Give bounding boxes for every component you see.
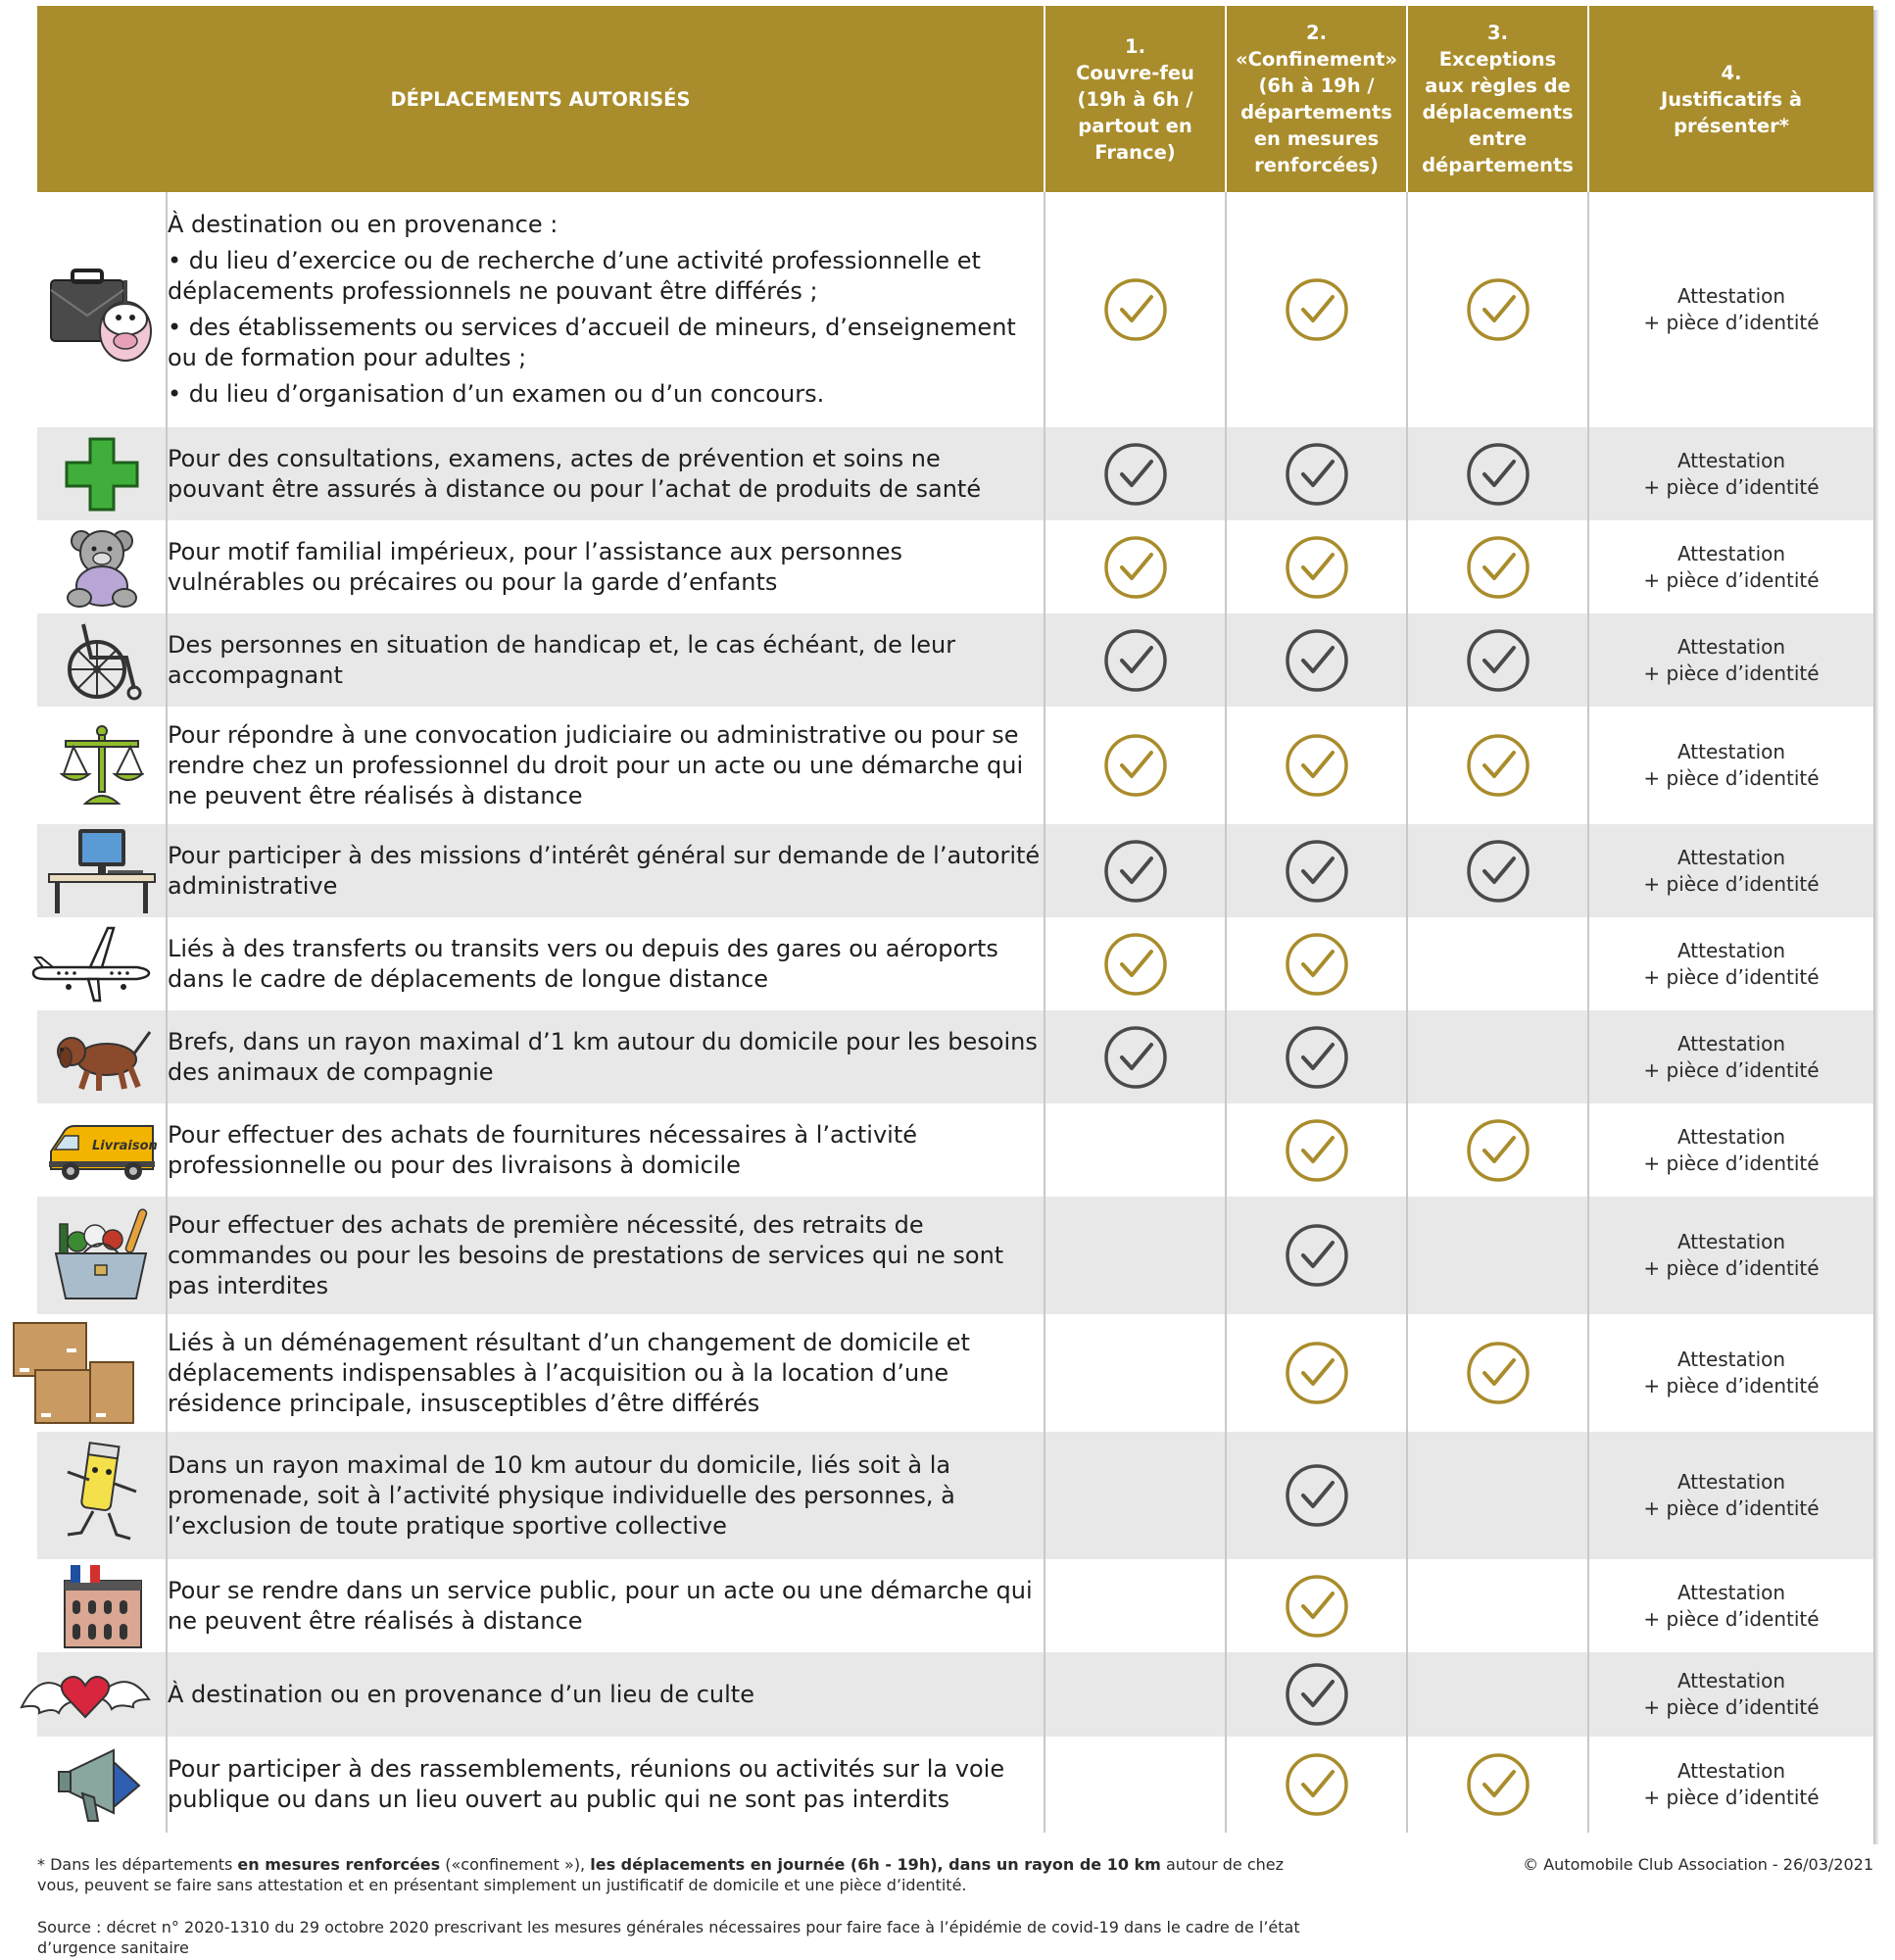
briefcase-backpack-icon <box>43 251 161 368</box>
row-description: Des personnes en situation de handicap et, le cas échéant, de leur accompagnant <box>167 613 1045 707</box>
checkmark-icon <box>1285 839 1349 904</box>
documents-cell <box>1588 1432 1873 1559</box>
check-cell-col1 <box>1045 427 1226 520</box>
check-cell-col3 <box>1407 824 1588 917</box>
header-col-curfew <box>1045 6 1226 192</box>
documents-line-1: Attestation <box>1676 541 1786 565</box>
table-row <box>37 707 1873 824</box>
check-cell-col2 <box>1226 1737 1407 1833</box>
table-row <box>37 1737 1873 1833</box>
check-cell-col1 <box>1045 1432 1226 1559</box>
documents-line-2: + pièce d’identité <box>1643 311 1820 334</box>
row-description: Pour se rendre dans un service public, pour un acte ou une démarche qui ne peuvent être réalisés à distance <box>167 1559 1045 1652</box>
row-icon-cell <box>37 917 167 1010</box>
row-icon-cell <box>37 427 167 520</box>
check-cell-col1 <box>1045 192 1226 427</box>
row-description: Liés à un déménagement résultant d’un changement de domicile et déplacements indispensables à l’acquisition ou à la location d’une résidence principale, insusceptibles d’être différés <box>167 1314 1045 1432</box>
check-cell-col2 <box>1226 1010 1407 1103</box>
checkmark-icon <box>1103 839 1168 904</box>
check-cell-col1 <box>1045 1652 1226 1737</box>
check-cell-col2 <box>1226 613 1407 707</box>
check-cell-col3 <box>1407 192 1588 427</box>
row-icon-cell <box>37 613 167 707</box>
row-icon-cell <box>37 707 167 824</box>
documents-line-2: + pièce d’identité <box>1643 1786 1820 1809</box>
check-cell-col1 <box>1045 1737 1226 1833</box>
documents-line-1: Attestation <box>1676 1580 1786 1604</box>
footnote-bold: en mesures renforcées <box>237 1855 441 1874</box>
footnote-part: * Dans les départements <box>37 1855 238 1874</box>
row-description: Pour effectuer des achats de fournitures nécessaires à l’activité professionnelle ou pour des livraisons à domicile <box>167 1103 1045 1197</box>
documents-cell <box>1588 1010 1873 1103</box>
documents-cell <box>1588 1314 1873 1432</box>
documents-cell <box>1588 1559 1873 1652</box>
header-col3-label: Exceptions aux règles de déplacements entre départements <box>1422 48 1574 176</box>
check-cell-col1 <box>1045 1314 1226 1432</box>
documents-line-2: + pièce d’identité <box>1643 1374 1820 1397</box>
row-description: Liés à des transferts ou transits vers ou depuis des gares ou aéroports dans le cadre de déplacements de longue distance <box>167 917 1045 1010</box>
row-intro: À destination ou en provenance : <box>168 211 559 238</box>
check-cell-col2 <box>1226 1314 1407 1432</box>
table-row <box>37 1432 1873 1559</box>
documents-cell <box>1588 917 1873 1010</box>
documents-cell <box>1588 1197 1873 1314</box>
documents-cell <box>1588 1737 1873 1833</box>
header-col4-number: 4. <box>1721 61 1742 84</box>
check-cell-col2 <box>1226 1559 1407 1652</box>
documents-line-2: + pièce d’identité <box>1643 474 1820 499</box>
airplane-icon <box>29 922 151 1006</box>
documents-line-2: + pièce d’identité <box>1643 661 1820 685</box>
check-cell-col1 <box>1045 707 1226 824</box>
teddy-bear-icon <box>60 525 144 610</box>
source-note: Source : décret n° 2020-1310 du 29 octobre 2020 prescrivant les mesures générales nécessaires pour faire face à l’épidémie de covid-19 dans le cadre de l’état d’urgence sanitaire <box>37 1918 1300 1957</box>
checkmark-icon <box>1103 442 1168 507</box>
checkmark-icon <box>1285 535 1349 600</box>
footnote-part: («confinement »), <box>440 1855 591 1874</box>
van-label: Livraison <box>91 1138 158 1153</box>
pharmacy-cross-icon <box>63 435 141 514</box>
checkmark-icon <box>1103 1025 1168 1090</box>
check-cell-col1 <box>1045 1559 1226 1652</box>
documents-line-1: Attestation <box>1676 634 1786 659</box>
header-col-lockdown <box>1226 6 1407 192</box>
table-row <box>37 520 1873 613</box>
check-cell-col2 <box>1226 1652 1407 1737</box>
documents-line-1: Attestation <box>1676 938 1786 962</box>
footnote <box>37 1854 1321 1895</box>
check-cell-col2 <box>1226 192 1407 427</box>
row-icon-cell <box>37 1010 167 1103</box>
documents-line-1: Attestation <box>1676 740 1786 763</box>
check-cell-col1 <box>1045 1103 1226 1197</box>
check-cell-col2 <box>1226 1197 1407 1314</box>
checkmark-icon <box>1466 277 1531 342</box>
checkmark-icon <box>1466 1752 1531 1817</box>
table-row <box>37 613 1873 707</box>
checkmark-icon <box>1103 932 1168 997</box>
footnote-bold: les déplacements en journée (6h - 19h), dans un rayon de 10 km <box>590 1855 1161 1874</box>
row-icon-cell <box>37 1737 167 1833</box>
town-hall-icon <box>57 1561 147 1651</box>
check-cell-col3 <box>1407 1652 1588 1737</box>
check-cell-col2 <box>1226 824 1407 917</box>
table-shadow <box>1873 10 1879 1844</box>
header-col-exceptions <box>1407 6 1588 192</box>
table-row <box>37 1103 1873 1197</box>
computer-desk-icon <box>45 827 159 915</box>
documents-line-2: + pièce d’identité <box>1643 766 1820 790</box>
header-col2-number: 2. <box>1306 22 1327 44</box>
documents-line-2: + pièce d’identité <box>1643 567 1820 592</box>
winged-heart-icon <box>20 1658 151 1731</box>
table-row <box>37 1652 1873 1737</box>
checkmark-icon <box>1285 277 1349 342</box>
documents-line-2: + pièce d’identité <box>1643 1057 1820 1082</box>
runner-icon <box>58 1437 146 1554</box>
shopping-basket-icon <box>48 1204 156 1306</box>
authorized-travel-table <box>37 6 1873 1833</box>
documents-line-2: + pièce d’identité <box>1643 964 1820 989</box>
documents-cell <box>1588 1103 1873 1197</box>
checkmark-icon <box>1466 535 1531 600</box>
check-cell-col3 <box>1407 1432 1588 1559</box>
documents-line-2: + pièce d’identité <box>1643 871 1820 896</box>
checkmark-icon <box>1285 733 1349 798</box>
documents-cell <box>1588 520 1873 613</box>
check-cell-col1 <box>1045 824 1226 917</box>
checkmark-icon <box>1103 277 1168 342</box>
check-cell-col3 <box>1407 427 1588 520</box>
header-col3-number: 3. <box>1487 22 1508 44</box>
documents-cell <box>1588 613 1873 707</box>
checkmark-icon <box>1285 628 1349 693</box>
check-cell-col3 <box>1407 1010 1588 1103</box>
wheelchair-icon <box>58 618 146 703</box>
table-row <box>37 1559 1873 1652</box>
checkmark-icon <box>1285 1662 1349 1727</box>
checkmark-icon <box>1466 1118 1531 1183</box>
check-cell-col3 <box>1407 1737 1588 1833</box>
check-cell-col3 <box>1407 1103 1588 1197</box>
row-icon-cell <box>37 1652 167 1737</box>
table-row <box>37 1197 1873 1314</box>
table-row <box>37 1314 1873 1432</box>
row-icon-cell <box>37 1314 167 1432</box>
documents-line-2: + pièce d’identité <box>1643 1256 1820 1280</box>
checkmark-icon <box>1103 535 1168 600</box>
checkmark-icon <box>1285 1341 1349 1405</box>
documents-line-1: Attestation <box>1676 1230 1786 1253</box>
documents-line-1: Attestation <box>1676 1759 1786 1783</box>
documents-line-2: + pièce d’identité <box>1643 1496 1820 1520</box>
row-description: Pour des consultations, examens, actes de prévention et soins ne pouvant être assurés à distance ou pour l’achat de produits de santé <box>167 427 1045 520</box>
dog-icon <box>48 1018 156 1097</box>
documents-line-2: + pièce d’identité <box>1643 1151 1820 1175</box>
documents-line-1: Attestation <box>1676 284 1786 308</box>
row-bullet: • du lieu d’organisation d’un examen ou d’un concours. <box>168 380 825 408</box>
row-icon-cell <box>37 1559 167 1652</box>
documents-line-1: Attestation <box>1676 1669 1786 1692</box>
documents-cell <box>1588 824 1873 917</box>
checkmark-icon <box>1466 442 1531 507</box>
check-cell-col1 <box>1045 1010 1226 1103</box>
check-cell-col2 <box>1226 1103 1407 1197</box>
checkmark-icon <box>1285 1574 1349 1639</box>
checkmark-icon <box>1285 1463 1349 1528</box>
check-cell-col3 <box>1407 707 1588 824</box>
check-cell-col2 <box>1226 520 1407 613</box>
table-row <box>37 427 1873 520</box>
row-description: Pour effectuer des achats de première nécessité, des retraits de commandes ou pour les besoins de prestations de services qui ne sont pas interdites <box>167 1197 1045 1314</box>
checkmark-icon <box>1466 628 1531 693</box>
header-col4-label: Justificatifs à présenter* <box>1661 87 1802 137</box>
check-cell-col2 <box>1226 1432 1407 1559</box>
documents-line-2: + pièce d’identité <box>1643 1695 1820 1719</box>
checkmark-icon <box>1285 1118 1349 1183</box>
checkmark-icon <box>1466 733 1531 798</box>
table-row <box>37 192 1873 427</box>
documents-line-1: Attestation <box>1676 448 1786 472</box>
documents-cell <box>1588 1652 1873 1737</box>
row-description: Pour répondre à une convocation judiciaire ou administrative ou pour se rendre chez un professionnel du droit pour un acte ou une démarche qui ne peuvent être réalisés à distance <box>167 707 1045 824</box>
header-col-documents <box>1588 6 1873 192</box>
check-cell-col3 <box>1407 1197 1588 1314</box>
header-col1-label: Couvre-feu (19h à 6h / partout en France) <box>1076 61 1194 164</box>
check-cell-col3 <box>1407 520 1588 613</box>
row-description: Brefs, dans un rayon maximal d’1 km autour du domicile pour les besoins des animaux de compagnie <box>167 1010 1045 1103</box>
checkmark-icon <box>1285 1025 1349 1090</box>
row-description: Dans un rayon maximal de 10 km autour du domicile, liés soit à la promenade, soit à l’activité physique individuelle des personnes, à l’exclusion de toute pratique sportive collective <box>167 1432 1045 1559</box>
row-bullet: • du lieu d’exercice ou de recherche d’une activité professionnelle et déplacements professionnels ne pouvant être différés ; <box>168 247 981 305</box>
checkmark-icon <box>1466 1341 1531 1405</box>
documents-cell <box>1588 192 1873 427</box>
documents-cell <box>1588 707 1873 824</box>
checkmark-icon <box>1103 628 1168 693</box>
row-icon-cell <box>37 1103 167 1197</box>
header-col1-number: 1. <box>1125 34 1145 58</box>
documents-line-1: Attestation <box>1676 1124 1786 1149</box>
check-cell-col3 <box>1407 1314 1588 1432</box>
header-main: DÉPLACEMENTS AUTORISÉS <box>390 87 691 111</box>
documents-line-1: Attestation <box>1676 1031 1786 1055</box>
documents-line-1: Attestation <box>1676 1470 1786 1494</box>
footnote-part: autour de chez vous, peuvent se faire sans attestation et en présentant simplement un justificatif de domicile et une pièce d’identité. <box>37 1855 1285 1894</box>
row-icon-cell <box>37 192 167 427</box>
table-row <box>37 917 1873 1010</box>
moving-boxes-icon <box>12 1319 135 1427</box>
checkmark-icon <box>1103 733 1168 798</box>
documents-line-2: + pièce d’identité <box>1643 1606 1820 1631</box>
checkmark-icon <box>1285 932 1349 997</box>
row-description: Pour participer à des rassemblements, réunions ou activités sur la voie publique ou dans un lieu ouvert au public qui ne sont pas interdits <box>167 1737 1045 1833</box>
header-col2-label: «Confinement» (6h à 19h / départements en mesures renforcées) <box>1235 48 1398 176</box>
row-icon-cell <box>37 1432 167 1559</box>
check-cell-col1 <box>1045 917 1226 1010</box>
row-description: Pour motif familial impérieux, pour l’assistance aux personnes vulnérables ou précaires ou pour la garde d’enfants <box>167 520 1045 613</box>
check-cell-col3 <box>1407 917 1588 1010</box>
documents-line-1: Attestation <box>1676 845 1786 869</box>
row-bullet: • des établissements ou services d’accueil de mineurs, d’enseignement ou de formation pour adultes ; <box>168 314 1016 371</box>
scales-icon <box>60 723 144 808</box>
check-cell-col2 <box>1226 707 1407 824</box>
check-cell-col3 <box>1407 1559 1588 1652</box>
row-description <box>167 192 1045 427</box>
table-row <box>37 1010 1873 1103</box>
megaphone-icon <box>55 1742 149 1827</box>
table-header <box>37 6 1873 192</box>
check-cell-col1 <box>1045 1197 1226 1314</box>
check-cell-col2 <box>1226 427 1407 520</box>
check-cell-col1 <box>1045 613 1226 707</box>
row-icon-cell <box>37 1197 167 1314</box>
checkmark-icon <box>1285 442 1349 507</box>
documents-cell <box>1588 427 1873 520</box>
row-icon-cell <box>37 520 167 613</box>
row-description: Pour participer à des missions d’intérêt général sur demande de l’autorité administrative <box>167 824 1045 917</box>
check-cell-col2 <box>1226 917 1407 1010</box>
check-cell-col1 <box>1045 520 1226 613</box>
row-description: À destination ou en provenance d’un lieu de culte <box>167 1652 1045 1737</box>
checkmark-icon <box>1285 1223 1349 1288</box>
row-icon-cell <box>37 824 167 917</box>
check-cell-col3 <box>1407 613 1588 707</box>
delivery-van-icon <box>45 1116 159 1185</box>
documents-line-1: Attestation <box>1676 1348 1786 1371</box>
checkmark-icon <box>1466 839 1531 904</box>
table-row <box>37 824 1873 917</box>
copyright: © Automobile Club Association - 26/03/2021 <box>1523 1855 1873 1874</box>
checkmark-icon <box>1285 1752 1349 1817</box>
